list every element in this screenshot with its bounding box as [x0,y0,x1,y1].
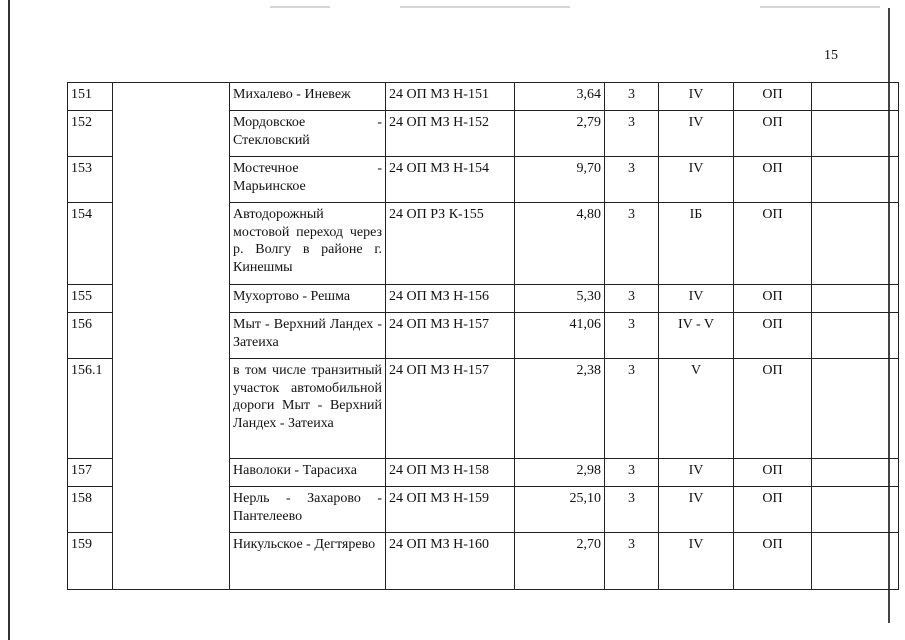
road-name-cell: Автодорожный мостовой переход через р. Волгу в районе г. Кинешмы [230,203,386,285]
road-code-cell: 24 ОП МЗ Н-151 [386,83,515,111]
lanes-cell: 3 [605,203,659,285]
length-cell: 25,10 [515,487,605,533]
road-code-cell: 24 ОП МЗ Н-157 [386,359,515,459]
road-type-cell: ОП [734,533,812,590]
category-cell: IV [659,111,734,157]
length-cell: 5,30 [515,285,605,313]
row-number-cell: 159 [68,533,113,590]
road-name-cell: Мостечное - Марьинское [230,157,386,203]
roads-table-body [68,83,899,590]
empty-cell [812,157,899,203]
category-cell: IV [659,83,734,111]
road-name-cell: Мухортово - Решма [230,285,386,313]
empty-cell [812,459,899,487]
road-name-cell: Нерль - Захарово - Пантелеево [230,487,386,533]
lanes-cell: 3 [605,111,659,157]
length-cell: 41,06 [515,313,605,359]
scan-border-left [8,0,10,640]
lanes-cell: 3 [605,83,659,111]
empty-cell [812,487,899,533]
road-code-cell: 24 ОП МЗ Н-154 [386,157,515,203]
scan-noise [760,6,880,8]
road-code-cell: 24 ОП МЗ Н-158 [386,459,515,487]
length-cell: 4,80 [515,203,605,285]
empty-cell [812,285,899,313]
empty-cell [812,359,899,459]
lanes-cell: 3 [605,313,659,359]
road-code-cell: 24 ОП МЗ Н-159 [386,487,515,533]
empty-cell [812,533,899,590]
row-number-cell: 155 [68,285,113,313]
scan-noise [400,6,570,8]
lanes-cell: 3 [605,157,659,203]
length-cell: 2,70 [515,533,605,590]
merged-blank-cell [113,83,230,590]
empty-cell [812,203,899,285]
table-row [68,83,899,111]
row-number-cell: 158 [68,487,113,533]
road-name-cell: в том числе транзитный участок автомобильной дороги Мыт - Верхний Ландех - Затеиха [230,359,386,459]
road-type-cell: ОП [734,111,812,157]
category-cell: IV [659,459,734,487]
road-code-cell: 24 ОП РЗ К-155 [386,203,515,285]
road-type-cell: ОП [734,487,812,533]
row-number-cell: 154 [68,203,113,285]
length-cell: 2,79 [515,111,605,157]
page-number: 15 [824,48,838,63]
row-number-cell: 152 [68,111,113,157]
road-name-cell: Михалево - Иневеж [230,83,386,111]
length-cell: 9,70 [515,157,605,203]
lanes-cell: 3 [605,459,659,487]
road-code-cell: 24 ОП МЗ Н-152 [386,111,515,157]
road-code-cell: 24 ОП МЗ Н-160 [386,533,515,590]
road-type-cell: ОП [734,285,812,313]
length-cell: 2,38 [515,359,605,459]
road-code-cell: 24 ОП МЗ Н-156 [386,285,515,313]
lanes-cell: 3 [605,487,659,533]
road-name-cell: Никульское - Дегтярево [230,533,386,590]
roads-table [67,82,899,590]
lanes-cell: 3 [605,285,659,313]
empty-cell [812,83,899,111]
row-number-cell: 157 [68,459,113,487]
road-type-cell: ОП [734,83,812,111]
length-cell: 2,98 [515,459,605,487]
scan-noise [270,6,330,8]
row-number-cell: 153 [68,157,113,203]
lanes-cell: 3 [605,359,659,459]
road-code-cell: 24 ОП МЗ Н-157 [386,313,515,359]
road-name-cell: Мыт - Верхний Ландех - Затеиха [230,313,386,359]
road-name-cell: Наволоки - Тарасиха [230,459,386,487]
category-cell: IV [659,533,734,590]
category-cell: IV [659,157,734,203]
empty-cell [812,111,899,157]
category-cell: IV [659,285,734,313]
length-cell: 3,64 [515,83,605,111]
road-name-cell: Мордовское - Стекловский [230,111,386,157]
road-type-cell: ОП [734,359,812,459]
empty-cell [812,313,899,359]
road-type-cell: ОП [734,203,812,285]
road-type-cell: ОП [734,459,812,487]
category-cell: IV - V [659,313,734,359]
road-type-cell: ОП [734,157,812,203]
row-number-cell: 156 [68,313,113,359]
road-type-cell: ОП [734,313,812,359]
category-cell: IБ [659,203,734,285]
row-number-cell: 156.1 [68,359,113,459]
lanes-cell: 3 [605,533,659,590]
category-cell: IV [659,487,734,533]
category-cell: V [659,359,734,459]
row-number-cell: 151 [68,83,113,111]
